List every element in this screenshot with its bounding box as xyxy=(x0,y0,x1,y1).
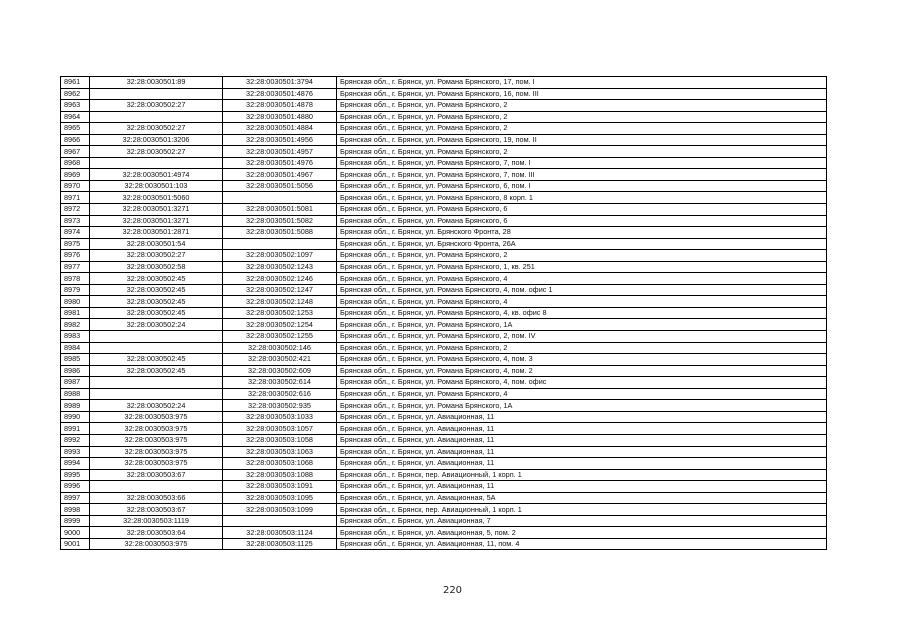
address-cell: Брянская обл., г. Брянск, ул. Романа Брянского, 4, кв. офис 8 xyxy=(337,307,827,319)
new-cadastral-number-cell: 32:28:0030503:1095 xyxy=(223,492,337,504)
old-cadastral-number-cell: 32:28:0030501:103 xyxy=(90,180,223,192)
address-cell: Брянская обл., г. Брянск, ул. Романа Брянского, 2 xyxy=(337,123,827,135)
address-cell: Брянская обл., г. Брянск, ул. Романа Брянского, 8 корп. 1 xyxy=(337,192,827,204)
address-cell: Брянская обл., г. Брянск, ул. Романа Брянского, 2, пом. IV xyxy=(337,331,827,343)
table-row xyxy=(61,400,827,412)
new-cadastral-number-cell: 32:28:0030502:1246 xyxy=(223,273,337,285)
old-cadastral-number-cell xyxy=(90,111,223,123)
new-cadastral-number-cell: 32:28:0030503:1099 xyxy=(223,504,337,516)
new-cadastral-number-cell: 32:28:0030501:4878 xyxy=(223,100,337,112)
old-cadastral-number-cell: 32:28:0030502:27 xyxy=(90,123,223,135)
record-number-cell: 8994 xyxy=(61,458,90,470)
old-cadastral-number-cell: 32:28:0030501:3271 xyxy=(90,215,223,227)
table-row xyxy=(61,238,827,250)
records-table xyxy=(60,76,827,550)
old-cadastral-number-cell xyxy=(90,88,223,100)
table-row xyxy=(61,250,827,262)
old-cadastral-number-cell: 32:28:0030503:64 xyxy=(90,527,223,539)
new-cadastral-number-cell: 32:28:0030501:4967 xyxy=(223,169,337,181)
new-cadastral-number-cell: 32:28:0030503:1088 xyxy=(223,469,337,481)
table-row xyxy=(61,365,827,377)
address-cell: Брянская обл., г. Брянск, ул. Романа Брянского, 4 xyxy=(337,273,827,285)
table-row xyxy=(61,134,827,146)
old-cadastral-number-cell: 32:28:0030503:975 xyxy=(90,458,223,470)
address-cell: Брянская обл., г. Брянск, ул. Авиационная, 11 xyxy=(337,411,827,423)
new-cadastral-number-cell: 32:28:0030502:614 xyxy=(223,377,337,389)
table-row xyxy=(61,284,827,296)
record-number-cell: 8979 xyxy=(61,284,90,296)
address-cell: Брянская обл., г. Брянск, ул. Романа Брянского, 1А xyxy=(337,400,827,412)
address-cell: Брянская обл., г. Брянск, ул. Романа Брянского, 6, пом. I xyxy=(337,180,827,192)
table-row xyxy=(61,123,827,135)
record-number-cell: 8996 xyxy=(61,481,90,493)
record-number-cell: 8989 xyxy=(61,400,90,412)
table-row xyxy=(61,88,827,100)
record-number-cell: 8988 xyxy=(61,388,90,400)
table-row xyxy=(61,504,827,516)
table-row xyxy=(61,204,827,216)
records-table-body xyxy=(61,77,827,550)
table-row xyxy=(61,296,827,308)
new-cadastral-number-cell: 32:28:0030502:1255 xyxy=(223,331,337,343)
address-cell: Брянская обл., г. Брянск, ул. Романа Брянского, 4 xyxy=(337,296,827,308)
record-number-cell: 8966 xyxy=(61,134,90,146)
old-cadastral-number-cell: 32:28:0030503:975 xyxy=(90,446,223,458)
table-row xyxy=(61,111,827,123)
table-row xyxy=(61,469,827,481)
table-row xyxy=(61,273,827,285)
table-row xyxy=(61,515,827,527)
table-row xyxy=(61,538,827,550)
old-cadastral-number-cell: 32:28:0030502:27 xyxy=(90,250,223,262)
page-number: 220 xyxy=(442,585,463,596)
old-cadastral-number-cell: 32:28:0030503:1119 xyxy=(90,515,223,527)
new-cadastral-number-cell: 32:28:0030502:609 xyxy=(223,365,337,377)
new-cadastral-number-cell: 32:28:0030502:421 xyxy=(223,354,337,366)
address-cell: Брянская обл., г. Брянск, ул. Авиационная, 11, пом. 4 xyxy=(337,538,827,550)
old-cadastral-number-cell: 32:28:0030501:89 xyxy=(90,77,223,89)
address-cell: Брянская обл., г. Брянск, ул. Романа Брянского, 4, пом. офис 1 xyxy=(337,284,827,296)
old-cadastral-number-cell: 32:28:0030502:45 xyxy=(90,273,223,285)
table-row xyxy=(61,458,827,470)
address-cell: Брянская обл., г. Брянск, ул. Романа Брянского, 19, пом. II xyxy=(337,134,827,146)
new-cadastral-number-cell: 32:28:0030503:1033 xyxy=(223,411,337,423)
address-cell: Брянская обл., г. Брянск, пер. Авиационный, 1 корп. 1 xyxy=(337,504,827,516)
new-cadastral-number-cell: 32:28:0030502:1247 xyxy=(223,284,337,296)
record-number-cell: 8992 xyxy=(61,434,90,446)
new-cadastral-number-cell: 32:28:0030503:1125 xyxy=(223,538,337,550)
new-cadastral-number-cell: 32:28:0030503:1091 xyxy=(223,481,337,493)
record-number-cell: 8965 xyxy=(61,123,90,135)
record-number-cell: 8991 xyxy=(61,423,90,435)
old-cadastral-number-cell: 32:28:0030503:67 xyxy=(90,504,223,516)
old-cadastral-number-cell: 32:28:0030503:975 xyxy=(90,423,223,435)
record-number-cell: 8964 xyxy=(61,111,90,123)
record-number-cell: 8963 xyxy=(61,100,90,112)
address-cell: Брянская обл., г. Брянск, ул. Романа Брянского, 2 xyxy=(337,100,827,112)
old-cadastral-number-cell: 32:28:0030503:975 xyxy=(90,411,223,423)
table-row xyxy=(61,180,827,192)
new-cadastral-number-cell: 32:28:0030502:1097 xyxy=(223,250,337,262)
record-number-cell: 8983 xyxy=(61,331,90,343)
record-number-cell: 8990 xyxy=(61,411,90,423)
record-number-cell: 8971 xyxy=(61,192,90,204)
table-row xyxy=(61,527,827,539)
address-cell: Брянская обл., г. Брянск, ул. Романа Брянского, 7, пом. I xyxy=(337,157,827,169)
old-cadastral-number-cell: 32:28:0030501:3206 xyxy=(90,134,223,146)
old-cadastral-number-cell: 32:28:0030501:5060 xyxy=(90,192,223,204)
old-cadastral-number-cell xyxy=(90,331,223,343)
address-cell: Брянская обл., г. Брянск, ул. Романа Брянского, 4, пом. 2 xyxy=(337,365,827,377)
table-row xyxy=(61,492,827,504)
new-cadastral-number-cell: 32:28:0030501:5081 xyxy=(223,204,337,216)
address-cell: Брянская обл., г. Брянск, ул. Романа Брянского, 6 xyxy=(337,215,827,227)
table-row xyxy=(61,77,827,89)
table-row xyxy=(61,388,827,400)
address-cell: Брянская обл., г. Брянск, ул. Авиационная, 11 xyxy=(337,481,827,493)
new-cadastral-number-cell: 32:28:0030501:5056 xyxy=(223,180,337,192)
record-number-cell: 8998 xyxy=(61,504,90,516)
old-cadastral-number-cell: 32:28:0030502:27 xyxy=(90,100,223,112)
address-cell: Брянская обл., г. Брянск, ул. Авиационная, 5, пом. 2 xyxy=(337,527,827,539)
table-row xyxy=(61,307,827,319)
table-row xyxy=(61,481,827,493)
old-cadastral-number-cell: 32:28:0030501:2871 xyxy=(90,227,223,239)
address-cell: Брянская обл., г. Брянск, ул. Романа Брянского, 4, пом. офис xyxy=(337,377,827,389)
record-number-cell: 8978 xyxy=(61,273,90,285)
new-cadastral-number-cell: 32:28:0030501:5088 xyxy=(223,227,337,239)
address-cell: Брянская обл., г. Брянск, ул. Романа Брянского, 7, пом. III xyxy=(337,169,827,181)
new-cadastral-number-cell: 32:28:0030503:1063 xyxy=(223,446,337,458)
address-cell: Брянская обл., г. Брянск, ул. Романа Брянского, 1, кв. 251 xyxy=(337,261,827,273)
old-cadastral-number-cell: 32:28:0030502:45 xyxy=(90,307,223,319)
address-cell: Брянская обл., г. Брянск, ул. Брянского Фронта, 28 xyxy=(337,227,827,239)
record-number-cell: 9001 xyxy=(61,538,90,550)
table-row xyxy=(61,434,827,446)
table-row xyxy=(61,331,827,343)
table-row xyxy=(61,411,827,423)
table-row xyxy=(61,446,827,458)
address-cell: Брянская обл., г. Брянск, ул. Авиационная, 11 xyxy=(337,458,827,470)
old-cadastral-number-cell: 32:28:0030503:975 xyxy=(90,538,223,550)
old-cadastral-number-cell xyxy=(90,481,223,493)
table-row xyxy=(61,157,827,169)
new-cadastral-number-cell: 32:28:0030501:4976 xyxy=(223,157,337,169)
new-cadastral-number-cell: 32:28:0030501:4880 xyxy=(223,111,337,123)
new-cadastral-number-cell xyxy=(223,238,337,250)
table-row xyxy=(61,215,827,227)
old-cadastral-number-cell: 32:28:0030502:45 xyxy=(90,354,223,366)
new-cadastral-number-cell: 32:28:0030501:4956 xyxy=(223,134,337,146)
record-number-cell: 8980 xyxy=(61,296,90,308)
record-number-cell: 8987 xyxy=(61,377,90,389)
old-cadastral-number-cell: 32:28:0030502:24 xyxy=(90,319,223,331)
new-cadastral-number-cell: 32:28:0030501:4957 xyxy=(223,146,337,158)
table-row xyxy=(61,319,827,331)
address-cell: Брянская обл., г. Брянск, ул. Брянского Фронта, 26А xyxy=(337,238,827,250)
record-number-cell: 8997 xyxy=(61,492,90,504)
record-number-cell: 8968 xyxy=(61,157,90,169)
new-cadastral-number-cell: 32:28:0030502:1253 xyxy=(223,307,337,319)
table-row xyxy=(61,342,827,354)
record-number-cell: 8973 xyxy=(61,215,90,227)
record-number-cell: 8995 xyxy=(61,469,90,481)
record-number-cell: 8982 xyxy=(61,319,90,331)
old-cadastral-number-cell: 32:28:0030502:24 xyxy=(90,400,223,412)
old-cadastral-number-cell: 32:28:0030503:67 xyxy=(90,469,223,481)
new-cadastral-number-cell: 32:28:0030501:4876 xyxy=(223,88,337,100)
new-cadastral-number-cell: 32:28:0030503:1068 xyxy=(223,458,337,470)
new-cadastral-number-cell: 32:28:0030503:1124 xyxy=(223,527,337,539)
old-cadastral-number-cell: 32:28:0030503:66 xyxy=(90,492,223,504)
record-number-cell: 8976 xyxy=(61,250,90,262)
record-number-cell: 8975 xyxy=(61,238,90,250)
old-cadastral-number-cell: 32:28:0030502:45 xyxy=(90,296,223,308)
table-row xyxy=(61,192,827,204)
new-cadastral-number-cell: 32:28:0030502:1248 xyxy=(223,296,337,308)
new-cadastral-number-cell: 32:28:0030503:1057 xyxy=(223,423,337,435)
old-cadastral-number-cell: 32:28:0030501:54 xyxy=(90,238,223,250)
old-cadastral-number-cell: 32:28:0030501:3271 xyxy=(90,204,223,216)
old-cadastral-number-cell: 32:28:0030503:975 xyxy=(90,434,223,446)
address-cell: Брянская обл., г. Брянск, ул. Авиационная, 11 xyxy=(337,446,827,458)
record-number-cell: 8961 xyxy=(61,77,90,89)
new-cadastral-number-cell: 32:28:0030502:146 xyxy=(223,342,337,354)
new-cadastral-number-cell xyxy=(223,515,337,527)
address-cell: Брянская обл., г. Брянск, ул. Романа Брянского, 2 xyxy=(337,111,827,123)
address-cell: Брянская обл., г. Брянск, ул. Романа Брянского, 1А xyxy=(337,319,827,331)
table-row xyxy=(61,100,827,112)
address-cell: Брянская обл., г. Брянск, ул. Романа Брянского, 2 xyxy=(337,342,827,354)
record-number-cell: 8999 xyxy=(61,515,90,527)
new-cadastral-number-cell: 32:28:0030501:3794 xyxy=(223,77,337,89)
table-row xyxy=(61,169,827,181)
new-cadastral-number-cell: 32:28:0030502:1243 xyxy=(223,261,337,273)
address-cell: Брянская обл., г. Брянск, ул. Романа Брянского, 16, пом. III xyxy=(337,88,827,100)
new-cadastral-number-cell: 32:28:0030502:935 xyxy=(223,400,337,412)
record-number-cell: 8986 xyxy=(61,365,90,377)
address-cell: Брянская обл., г. Брянск, пер. Авиационный, 1 корп. 1 xyxy=(337,469,827,481)
old-cadastral-number-cell xyxy=(90,342,223,354)
record-number-cell: 8967 xyxy=(61,146,90,158)
old-cadastral-number-cell: 32:28:0030502:27 xyxy=(90,146,223,158)
record-number-cell: 8962 xyxy=(61,88,90,100)
record-number-cell: 9000 xyxy=(61,527,90,539)
new-cadastral-number-cell: 32:28:0030502:616 xyxy=(223,388,337,400)
address-cell: Брянская обл., г. Брянск, ул. Романа Брянского, 17, пом. I xyxy=(337,77,827,89)
address-cell: Брянская обл., г. Брянск, ул. Романа Брянского, 2 xyxy=(337,250,827,262)
old-cadastral-number-cell xyxy=(90,377,223,389)
table-row xyxy=(61,146,827,158)
table-row xyxy=(61,261,827,273)
new-cadastral-number-cell xyxy=(223,192,337,204)
record-number-cell: 8969 xyxy=(61,169,90,181)
old-cadastral-number-cell: 32:28:0030502:45 xyxy=(90,284,223,296)
address-cell: Брянская обл., г. Брянск, ул. Романа Брянского, 2 xyxy=(337,146,827,158)
record-number-cell: 8974 xyxy=(61,227,90,239)
new-cadastral-number-cell: 32:28:0030502:1254 xyxy=(223,319,337,331)
old-cadastral-number-cell xyxy=(90,388,223,400)
address-cell: Брянская обл., г. Брянск, ул. Романа Брянского, 6 xyxy=(337,204,827,216)
address-cell: Брянская обл., г. Брянск, ул. Авиационная, 11 xyxy=(337,434,827,446)
old-cadastral-number-cell xyxy=(90,157,223,169)
record-number-cell: 8972 xyxy=(61,204,90,216)
record-number-cell: 8977 xyxy=(61,261,90,273)
record-number-cell: 8981 xyxy=(61,307,90,319)
address-cell: Брянская обл., г. Брянск, ул. Романа Брянского, 4, пом. 3 xyxy=(337,354,827,366)
record-number-cell: 8970 xyxy=(61,180,90,192)
address-cell: Брянская обл., г. Брянск, ул. Авиационная, 5А xyxy=(337,492,827,504)
address-cell: Брянская обл., г. Брянск, ул. Романа Брянского, 4 xyxy=(337,388,827,400)
old-cadastral-number-cell: 32:28:0030502:45 xyxy=(90,365,223,377)
old-cadastral-number-cell: 32:28:0030502:58 xyxy=(90,261,223,273)
table-row xyxy=(61,354,827,366)
table-row xyxy=(61,423,827,435)
record-number-cell: 8985 xyxy=(61,354,90,366)
record-number-cell: 8993 xyxy=(61,446,90,458)
new-cadastral-number-cell: 32:28:0030503:1058 xyxy=(223,434,337,446)
address-cell: Брянская обл., г. Брянск, ул. Авиационная, 11 xyxy=(337,423,827,435)
address-cell: Брянская обл., г. Брянск, ул. Авиационная, 7 xyxy=(337,515,827,527)
table-row xyxy=(61,227,827,239)
record-number-cell: 8984 xyxy=(61,342,90,354)
new-cadastral-number-cell: 32:28:0030501:5082 xyxy=(223,215,337,227)
new-cadastral-number-cell: 32:28:0030501:4884 xyxy=(223,123,337,135)
old-cadastral-number-cell: 32:28:0030501:4974 xyxy=(90,169,223,181)
table-row xyxy=(61,377,827,389)
